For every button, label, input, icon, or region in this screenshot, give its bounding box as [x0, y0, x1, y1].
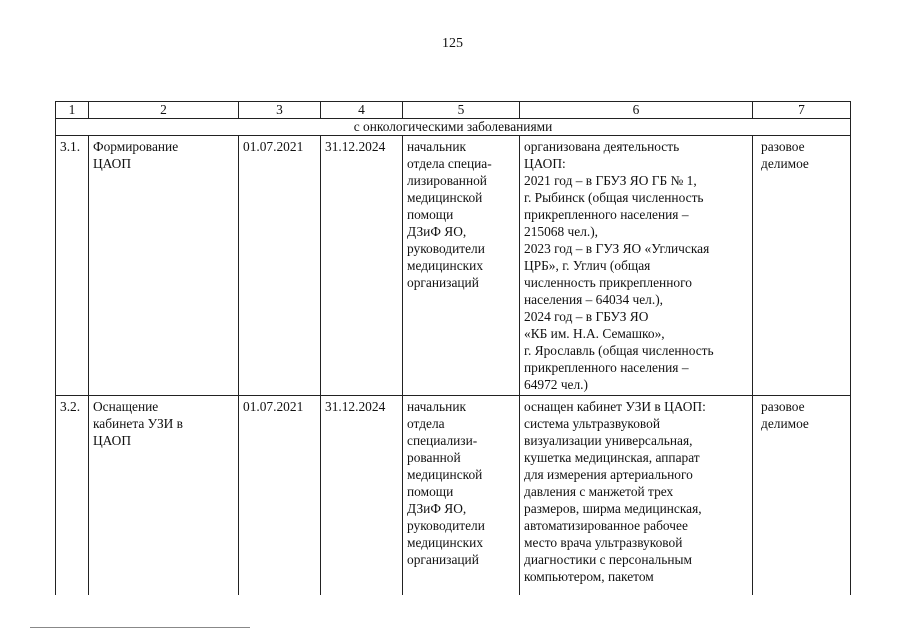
text-line: г. Рыбинск (общая численность	[524, 190, 704, 205]
text-line: медицинских	[407, 258, 484, 273]
text-line: 215068 чел.),	[524, 224, 599, 239]
text-line: ЦАОП:	[524, 156, 566, 171]
text-line: медицинской	[407, 467, 483, 482]
responsible	[403, 396, 520, 596]
text-line: начальник	[407, 399, 466, 414]
text-line: отдела	[407, 416, 445, 431]
text-line: место врача ультразвуковой	[524, 535, 683, 550]
row-number: 3.2.	[56, 396, 89, 596]
text-line: размеров, ширма медицинская,	[524, 501, 702, 516]
text-line: визуализации универсальная,	[524, 433, 693, 448]
text-line: отдела специа-	[407, 156, 492, 171]
text-line: система ультразвуковой	[524, 416, 661, 431]
text-line: помощи	[407, 484, 454, 499]
text-line: разовое	[761, 399, 805, 414]
column-number: 1	[56, 102, 89, 119]
text-line: организаций	[407, 552, 479, 567]
text-line: помощи	[407, 207, 454, 222]
column-number: 4	[321, 102, 403, 119]
text-line: начальник	[407, 139, 466, 154]
footer-divider	[30, 627, 250, 628]
text-line: диагностики с персональным	[524, 552, 692, 567]
text-line: организаций	[407, 275, 479, 290]
text-line: медицинских	[407, 535, 484, 550]
text-line: организована деятельность	[524, 139, 680, 154]
text-line: «КБ им. Н.А. Семашко»,	[524, 326, 665, 341]
column-number: 2	[89, 102, 239, 119]
end-date: 31.12.2024	[321, 136, 403, 396]
end-date: 31.12.2024	[321, 396, 403, 596]
page-number: 125	[442, 36, 463, 51]
text-line: 2023 год – в ГУЗ ЯО «Угличская	[524, 241, 710, 256]
text-line: руководители	[407, 241, 485, 256]
text-line: 64972 чел.)	[524, 377, 588, 392]
result	[520, 136, 753, 396]
text-line: прикрепленного населения –	[524, 360, 689, 375]
text-line: специализи-	[407, 433, 478, 448]
text-line: медицинской	[407, 190, 483, 205]
text-line: Оснащение	[93, 399, 159, 414]
column-number: 6	[520, 102, 753, 119]
text-line: 2024 год – в ГБУЗ ЯО	[524, 309, 649, 324]
text-line: ДЗиФ ЯО,	[407, 501, 467, 516]
measure-type	[753, 136, 851, 396]
text-line: лизированной	[407, 173, 487, 188]
row-number: 3.1.	[56, 136, 89, 396]
text-line: оснащен кабинет УЗИ в ЦАОП:	[524, 399, 706, 414]
measure-type	[753, 396, 851, 596]
section-heading: с онкологическими заболеваниями	[56, 119, 851, 136]
text-line: руководители	[407, 518, 485, 533]
text-line: 2021 год – в ГБУЗ ЯО ГБ № 1,	[524, 173, 697, 188]
column-number: 7	[753, 102, 851, 119]
text-line: ЦАОП	[93, 156, 132, 171]
column-number: 5	[403, 102, 520, 119]
result	[520, 396, 753, 596]
text-line: ЦАОП	[93, 433, 132, 448]
text-line: для измерения артериального	[524, 467, 693, 482]
text-line: населения – 64034 чел.),	[524, 292, 664, 307]
text-line: делимое	[761, 416, 809, 431]
text-line: автоматизированное рабочее	[524, 518, 688, 533]
column-number-row	[56, 102, 851, 119]
measure-name	[89, 136, 239, 396]
section-heading-row	[56, 119, 851, 136]
text-line: кушетка медицинская, аппарат	[524, 450, 700, 465]
text-line: ДЗиФ ЯО,	[407, 224, 467, 239]
text-line: компьютером, пакетом	[524, 569, 654, 584]
measure-name	[89, 396, 239, 596]
text-line: делимое	[761, 156, 809, 171]
plan-table	[55, 101, 851, 595]
table-row	[56, 396, 851, 596]
start-date: 01.07.2021	[239, 396, 321, 596]
table-row	[56, 136, 851, 396]
text-line: ЦРБ», г. Углич (общая	[524, 258, 651, 273]
text-line: разовое	[761, 139, 805, 154]
text-line: прикрепленного населения –	[524, 207, 689, 222]
text-line: рованной	[407, 450, 461, 465]
text-line: давления с манжетой трех	[524, 484, 674, 499]
text-line: г. Ярославль (общая численность	[524, 343, 714, 358]
text-line: Формирование	[93, 139, 179, 154]
text-line: численность прикрепленного	[524, 275, 692, 290]
start-date: 01.07.2021	[239, 136, 321, 396]
column-number: 3	[239, 102, 321, 119]
text-line: кабинета УЗИ в	[93, 416, 183, 431]
responsible	[403, 136, 520, 396]
